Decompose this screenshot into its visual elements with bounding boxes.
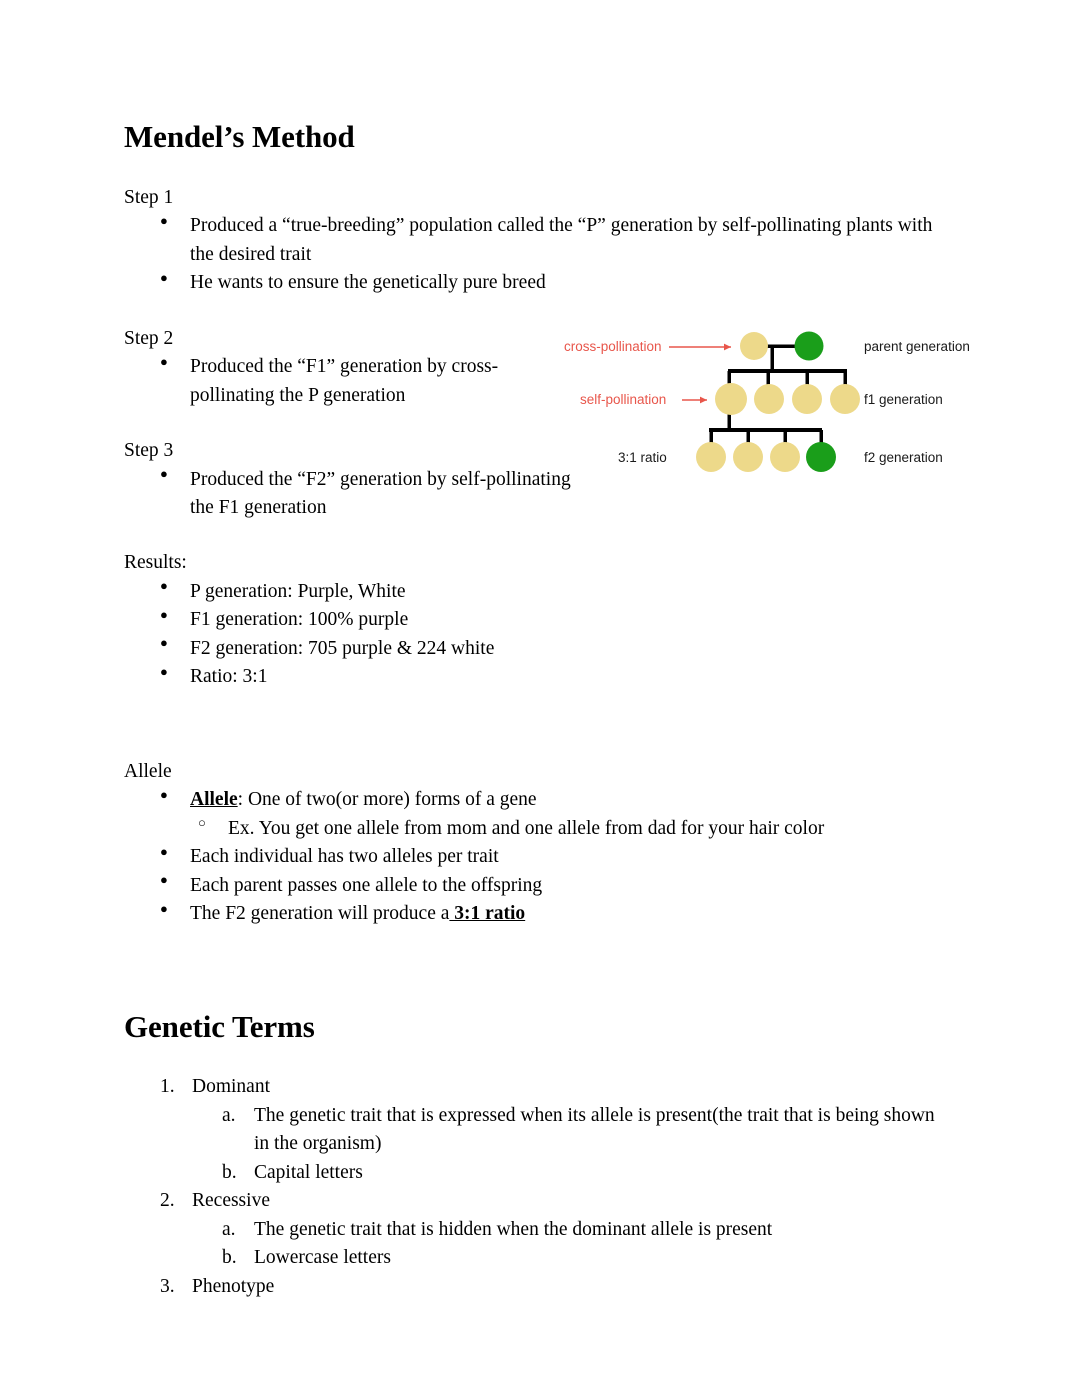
step-3-label: Step 3 [124,440,174,462]
f1-circle-tan [754,384,784,414]
cross-pollination-annotation: cross-pollination [564,339,662,354]
pedigree-row-f2 [696,442,836,472]
f2-circle-green [806,442,836,472]
allele-sublist [124,815,954,843]
list-item: Phenotype [192,1275,275,1297]
page-title: Mendel’s Method [124,119,355,154]
list-item: ● F1 generation: 100% purple [124,606,954,634]
self-pollination-arrow-icon [682,397,707,404]
self-pollination-annotation: self-pollination [580,392,667,407]
list-item: ● Each parent passes one allele to the offspring [124,872,954,900]
allele-final-emphasis: 3:1 ratio [449,903,526,925]
list-item: ● Produced the “F1” generation by cross-pollinating the P generation [124,353,580,410]
parent-generation-label: parent generation [864,339,970,354]
allele-list-continued [124,843,954,928]
f1-generation-label: f1 generation [864,392,943,407]
allele-final-prefix: The F2 generation will produce a [190,903,450,925]
list-item [124,900,954,928]
results-label: Results: [124,552,187,574]
f2-circle-tan [696,442,726,472]
allele-list [124,786,954,814]
list-item: a. The genetic trait that is expressed when its allele is present(the trait that is being shown in the organism) [124,1102,954,1159]
list-item: Dominant [192,1076,270,1098]
list-item: ● P generation: Purple, White [124,578,954,606]
list-item: ● Each individual has two alleles per trait [124,843,954,871]
list-item: a. The genetic trait that is hidden when the dominant allele is present [124,1216,954,1244]
list-item: ○ Ex. You get one allele from mom and one allele from dad for your hair color [124,815,954,843]
genetic-terms-title: Genetic Terms [124,1008,315,1044]
list-item: ● Ratio: 3:1 [124,663,954,691]
f1-circle-tan [830,384,860,414]
document-body [124,118,954,1301]
genetic-terms-sublist-1 [124,1102,954,1187]
list-item: ● Produced a “true-breeding” population called the “P” generation by self-pollinating plants with the desired trait [124,212,954,269]
list-item: Recessive [192,1190,270,1212]
f1-circle-tan [715,383,747,415]
list-item: ● Produced the “F2” generation by self-pollinating the F1 generation [124,466,580,523]
step-2-label: Step 2 [124,327,174,349]
parent-circle-green [795,332,824,361]
parent-circle-tan [740,332,768,360]
step-1-label: Step 1 [124,186,174,208]
ratio-annotation: 3:1 ratio [618,450,667,465]
f2-generation-label: f2 generation [864,450,943,465]
step-1-list [124,212,954,297]
mendel-cross-diagram [556,326,1006,481]
f1-circle-tan [792,384,822,414]
list-item [124,786,954,814]
allele-label: Allele [124,760,172,782]
genetic-terms-list [124,1073,954,1301]
results-list [124,578,954,692]
f2-circle-tan [770,442,800,472]
f2-circle-tan [733,442,763,472]
list-item: ● He wants to ensure the genetically pure breed [124,269,954,297]
list-item: ● F2 generation: 705 purple & 224 white [124,635,954,663]
list-item: b. Lowercase letters [124,1244,954,1272]
allele-term: Allele [190,789,238,811]
list-item: b. Capital letters [124,1159,954,1187]
cross-pollination-arrow-icon [669,344,731,351]
allele-definition: : One of two(or more) forms of a gene [237,789,537,811]
genetic-terms-sublist-2 [124,1216,954,1273]
pedigree-row-f1 [715,383,860,415]
